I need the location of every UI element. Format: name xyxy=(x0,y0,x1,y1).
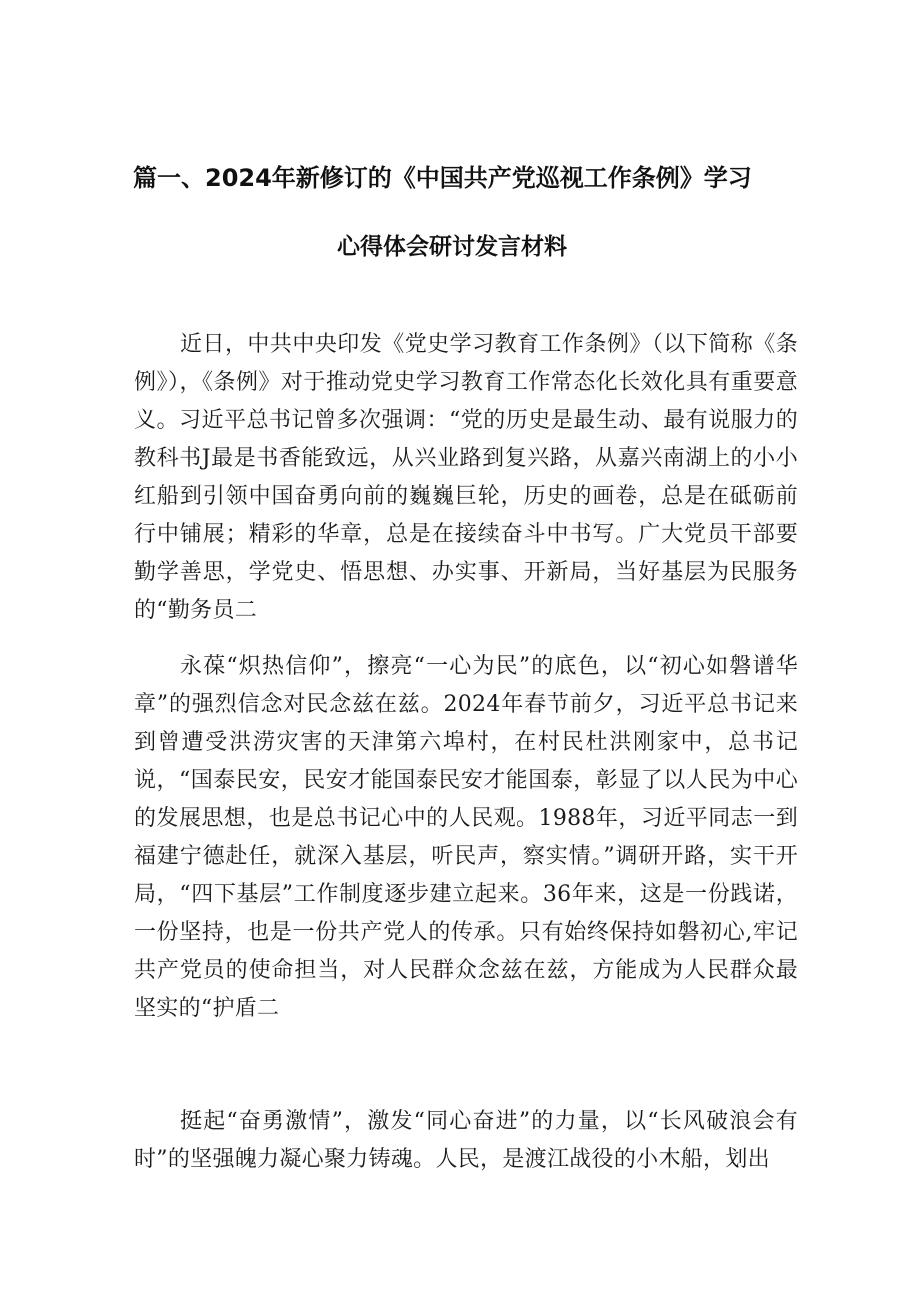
paragraph-1: 近日，中共中央印发《党史学习教育工作条例》（以下简称《条例》），《条例》对于推动党史学习教育工作常态化长效化具有重要意义。习近平总书记曾多次强调：“党的历史是最生动、最有说服力的教科书J最是书香能致远，从兴业路到复兴路，从嘉兴南湖上的小小红船到引领中国奋勇向前的巍巍巨轮，历史的画卷，总是在砥砺前行中铺展；精彩的华章，总是在接续奋斗中书写。广大党员干部要勤学善思，学党史、悟思想、办实事、开新局，当好基层为民服务的“勤务员二 xyxy=(134,332,798,623)
paragraph-2: 永葆“炽热信仰”，擦亮“一心为民”的底色，以“初心如磐谱华章”的强烈信念对民念兹在兹。2024年春节前夕，习近平总书记来到曾遭受洪涝灾害的天津第六埠村，在村民杜洪刚家中，总书记说，“国泰民安，民安才能国泰民安才能国泰，彰显了以人民为中心的发展思想，也是总书记心中的人民观。1988年，习近平同志一到福建宁德赴任，就深入基层，听民声，察实情。”调研开路，实干开局，“四下基层”工作制度逐步建立起来。36年来，这是一份践诺，一份坚持，也是一份共产党人的传承。只有始终保持如磐初心,牢记共产党员的使命担当，对人民群众念兹在兹，方能成为人民群众最坚实的“护盾二 xyxy=(134,654,798,1021)
paragraph-3: 挺起“奋勇激情”，激发“同心奋进”的力量，以“长风破浪会有时”的坚强魄力凝心聚力铸魂。人民，是渡江战役的小木船，划出 xyxy=(134,1109,798,1172)
document-title-line1: 篇一、2024年新修订的《中国共产党巡视工作条例》学习 xyxy=(133,164,752,192)
document-title-line2: 心得体会研讨发言材料 xyxy=(337,234,567,260)
